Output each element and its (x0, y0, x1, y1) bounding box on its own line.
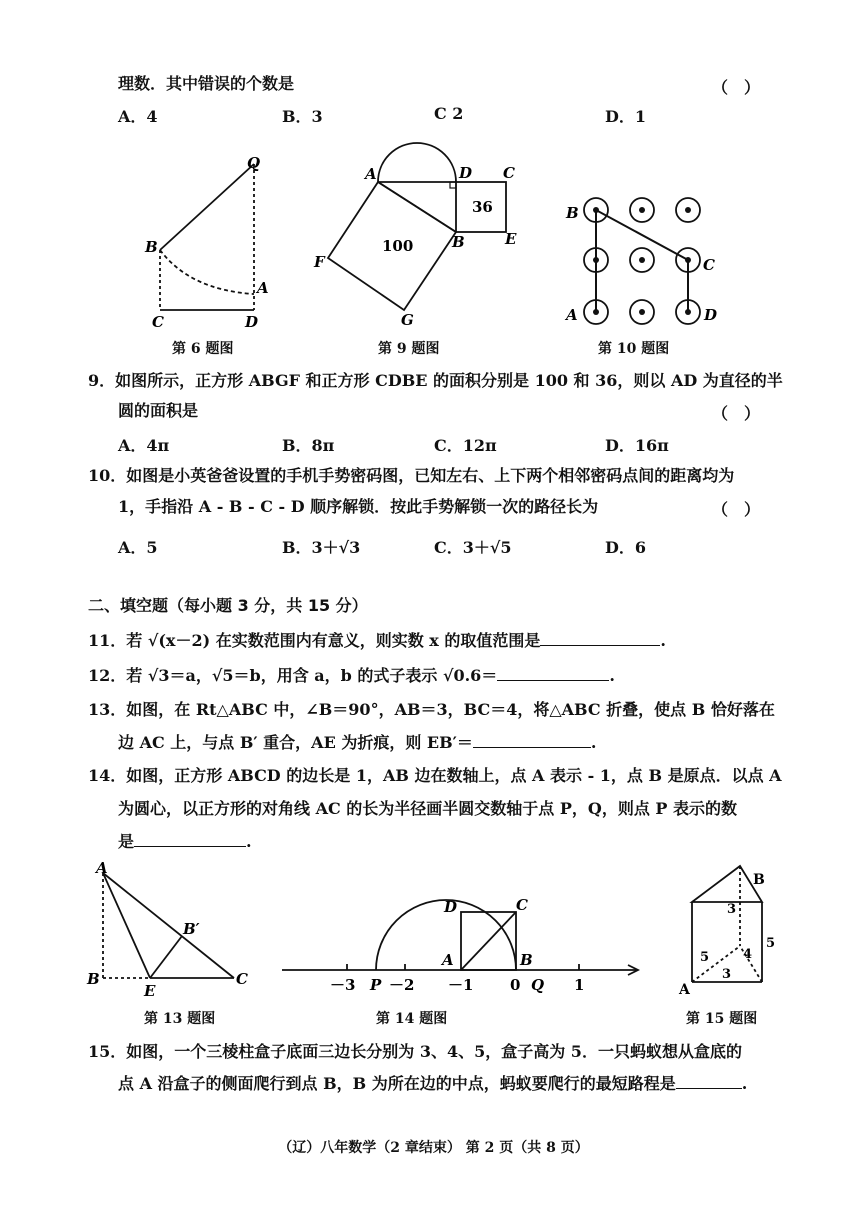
q15-line2 (118, 1074, 747, 1094)
fig9-label-g: G (401, 311, 414, 329)
q10-option-d: D．6 (605, 538, 647, 557)
fig13-label-b-prime: B′ (183, 920, 200, 938)
q13-text: 边 AC 上，与点 B′ 重合，AE 为折痕，则 EB′＝ (118, 733, 473, 752)
fig9-area-small: 36 (472, 198, 493, 216)
q11-text: 11．若 √(x－2) 在实数范围内有意义，则实数 x 的取值范围是 (88, 631, 541, 650)
q10-line1: 10．如图是小英爸爸设置的手机手势密码图，已知左右、上下两个相邻密码点间的距离均为 (88, 466, 735, 485)
q11-end: . (660, 631, 666, 650)
q13-line1: 13．如图，在 Rt△ABC 中，∠B＝90°，AB＝3，BC＝4，将△ABC 折叠，使点 B 恰好落在 (88, 700, 775, 719)
fig9-area-big: 100 (382, 237, 414, 255)
fig6-label-c: C (152, 313, 164, 331)
fig14-label-b: B (520, 951, 533, 969)
fig15-dim-5-base: 5 (700, 950, 710, 965)
q14-line1: 14．如图，正方形 ABCD 的边长是 1，AB 边在数轴上，点 A 表示 - 1，点 B 是原点．以点 A (88, 766, 782, 785)
q14-line3 (118, 832, 252, 852)
q8-answer-paren: （ ） (712, 78, 761, 97)
q8-option-d: D．1 (605, 107, 647, 126)
q15-text: 点 A 沿盒子的侧面爬行到点 B，B 为所在边的中点，蚂蚁要爬行的最短路程是 (118, 1074, 676, 1093)
fig9-label-d: D (459, 164, 473, 182)
q9-line2: 圆的面积是 (118, 401, 199, 420)
page-footer: （辽）八年数学（2 章结束） 第 2 页（共 8 页） (278, 1140, 589, 1156)
fig14-label-p: P (370, 976, 382, 994)
q10-answer-paren: （ ） (712, 500, 761, 519)
q9-option-a: A．4π (118, 436, 170, 455)
q15-end: . (741, 1074, 748, 1093)
q12-end: . (609, 666, 615, 685)
q14-end: . (246, 832, 252, 851)
fig14-tick-neg1: －1 (448, 976, 474, 994)
fig9-label-b: B (452, 233, 465, 251)
fig14-tick-0: 0 (510, 976, 521, 994)
fig15-dim-3-base: 3 (722, 967, 732, 982)
q10-option-c: C．3＋√5 (434, 538, 512, 557)
fig14-label-c: C (516, 896, 528, 914)
q10-option-a: A．5 (118, 538, 158, 557)
q8-option-b: B．3 (282, 107, 323, 126)
q11-answer-blank[interactable] (540, 631, 660, 646)
q8-tail-text: 理数．其中错误的个数是 (118, 74, 295, 93)
fig13-label-b: B (87, 970, 100, 988)
fig6-label-b: B (145, 238, 158, 256)
section-2-heading: 二、填空题（每小题 3 分，共 15 分） (88, 596, 368, 615)
fig9-label-c: C (503, 164, 515, 182)
q10-line2: 1，手指沿 A - B - C - D 顺序解锁．按此手势解锁一次的路径长为 (118, 497, 599, 516)
q13-line2 (118, 733, 596, 753)
fig9-label-a: A (365, 165, 377, 183)
q8-option-c: C 2 (434, 104, 464, 123)
q14-text: 是 (118, 832, 135, 851)
fig10-label-c: C (703, 256, 715, 274)
fig6-label-d: D (245, 313, 259, 331)
fig13-caption: 第 13 题图 (144, 1011, 216, 1027)
fig10-label-a: A (566, 306, 578, 324)
q9-line1: 9．如图所示，正方形 ABGF 和正方形 CDBE 的面积分别是 100 和 36，则以 AD 为直径的半 (88, 371, 783, 390)
fig14-tick-neg3: －3 (330, 976, 356, 994)
q13-end: . (590, 733, 597, 752)
q14-line2: 为圆心，以正方形的对角线 AC 的长为半径画半圆交数轴于点 P，Q，则点 P 表示的数 (118, 799, 738, 818)
q9-option-c: C．12π (434, 436, 497, 455)
q11-line (88, 631, 666, 651)
q8-option-a: A．4 (118, 107, 158, 126)
fig15-caption: 第 15 题图 (686, 1011, 758, 1027)
fig6-label-a: A (257, 279, 269, 297)
fig10-label-b: B (566, 204, 579, 222)
q10-option-b: B．3＋√3 (282, 538, 361, 557)
fig15-dim-5-height: 5 (766, 936, 776, 951)
fig14-tick-neg2: －2 (389, 976, 415, 994)
fig15-dim-3-top: 3 (727, 902, 737, 917)
fig6-caption: 第 6 题图 (172, 341, 234, 357)
fig9-caption: 第 9 题图 (378, 341, 440, 357)
q12-line (88, 666, 615, 686)
fig9-label-f: F (314, 253, 325, 271)
fig10-caption: 第 10 题图 (598, 341, 670, 357)
fig15-label-a: A (679, 982, 690, 998)
q14-answer-blank[interactable] (134, 832, 246, 847)
fig13-label-c: C (236, 970, 248, 988)
fig14-label-a: A (442, 951, 454, 969)
q12-text: 12．若 √3＝a，√5＝b，用含 a，b 的式子表示 √0.6＝ (88, 666, 498, 685)
fig14-label-d: D (444, 898, 458, 916)
fig13-label-e: E (144, 982, 156, 1000)
fig15-label-b: B (753, 872, 765, 888)
q15-line1: 15．如图，一个三棱柱盒子底面三边长分别为 3、4、5，盒子高为 5．一只蚂蚁想从盒底的 (88, 1042, 742, 1061)
fig14-caption: 第 14 题图 (376, 1011, 448, 1027)
fig14-tick-1: 1 (574, 976, 585, 994)
q15-answer-blank[interactable] (676, 1074, 742, 1089)
fig6-label-q: Q (247, 154, 261, 172)
fig14-label-q: Q (531, 976, 545, 994)
q13-answer-blank[interactable] (473, 733, 591, 748)
fig15-dim-4-base: 4 (743, 947, 753, 962)
q9-option-d: D．16π (605, 436, 669, 455)
fig13-label-a: A (96, 859, 108, 877)
fig10-label-d: D (704, 306, 718, 324)
q12-answer-blank[interactable] (497, 666, 609, 681)
q9-option-b: B．8π (282, 436, 335, 455)
q9-answer-paren: （ ） (712, 404, 761, 423)
fig9-label-e: E (505, 230, 517, 248)
